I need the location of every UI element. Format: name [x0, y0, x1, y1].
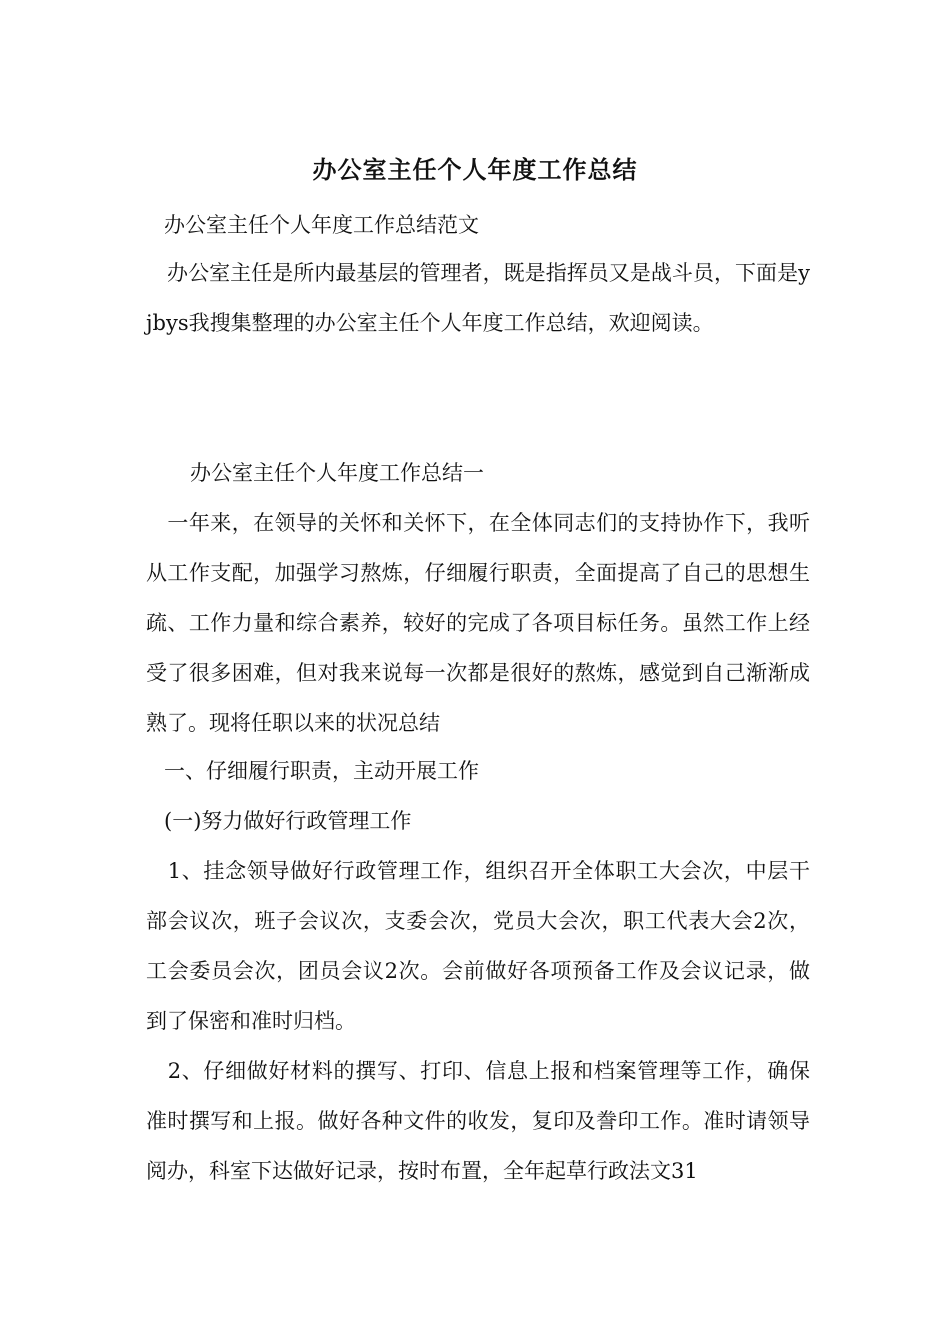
section-heading: 办公室主任个人年度工作总结一	[190, 461, 484, 485]
list-item-2: 2、仔细做好材料的撰写、打印、信息上报和档案管理等工作，确保准时撰写和上报。做好各种文件的收发，复印及誊印工作。准时请领导阅办，科室下达做好记录，按时布置，全年起草行政法文31	[146, 1059, 810, 1183]
list-item-1: 1、挂念领导做好行政管理工作，组织召开全体职工大会次，中层干部会议次，班子会议次，支委会次，党员大会次，职工代表大会2次，工会委员会次，团员会议2次。会前做好各项预备工作及会议记录，做到了保密和准时归档。	[146, 859, 810, 1033]
heading-level-1: 一、仔细履行职责，主动开展工作	[164, 759, 479, 783]
document-title: 办公室主任个人年度工作总结	[312, 155, 638, 184]
body-paragraph: 一年来，在领导的关怀和关怀下，在全体同志们的支持协作下，我听从工作支配，加强学习熬炼，仔细履行职责，全面提高了自己的思想生疏、工作力量和综合素养，较好的完成了各项目标任务。虽然工作上经受了很多困难，但对我来说每一次都是很好的熬炼，感觉到自己渐渐成熟了。现将任职以来的状况总结	[146, 511, 810, 735]
intro-paragraph: 办公室主任是所内最基层的管理者，既是指挥员又是战斗员，下面是yjbys我搜集整理的办公室主任个人年度工作总结，欢迎阅读。	[146, 261, 810, 335]
document-subtitle: 办公室主任个人年度工作总结范文	[164, 213, 479, 237]
heading-level-2: (一)努力做好行政管理工作	[164, 809, 412, 833]
